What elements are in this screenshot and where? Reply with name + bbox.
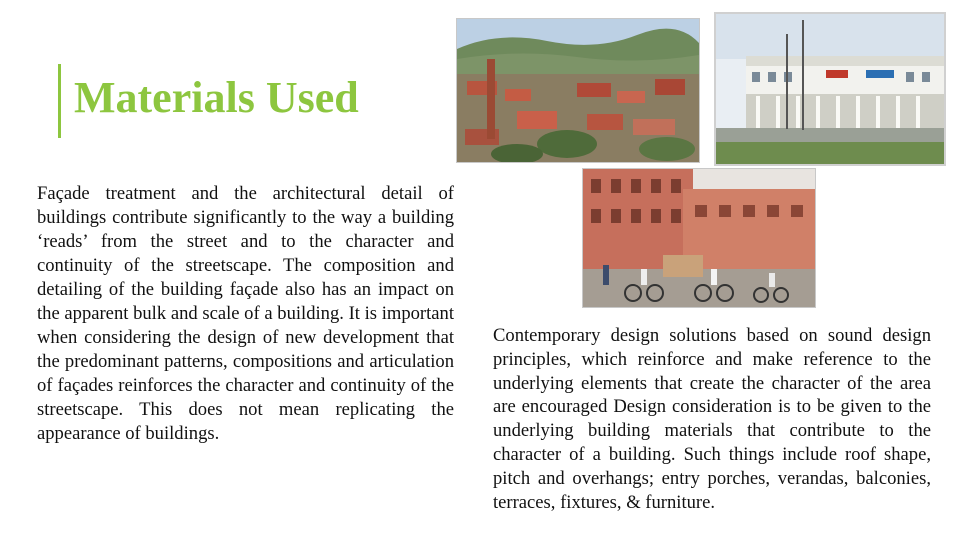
page-title: Materials Used bbox=[74, 73, 359, 122]
right-paragraph: Contemporary design solutions based on sound design principles, which reinforce and make reference to the underlying elements that create the character of the area are encouraged Design consideration is to be given to the underlying building materials that contribute to the character of a building. Such things include roof shape, pitch and overhangs; entry porches, verandas, balconies, terraces, fixtures, & furniture. bbox=[493, 325, 931, 513]
title-accent-bar bbox=[58, 64, 61, 138]
street-bazaar-photo bbox=[582, 168, 816, 308]
left-paragraph: Façade treatment and the architectural detail of buildings contribute significantly to the way a building ‘reads’ from the street and to the character and continuity of the streetscape. The composition and detailing of the building façade also has an impact on the apparent bulk and scale of a building. It is important when considering the design of new development that the predominant patterns, compositions and articulation of façades reinforces the character and continuity of the streetscape. This does not mean replicating the appearance of buildings. bbox=[37, 183, 454, 444]
hill-town-photo bbox=[456, 18, 700, 163]
commercial-building-photo bbox=[714, 12, 946, 166]
